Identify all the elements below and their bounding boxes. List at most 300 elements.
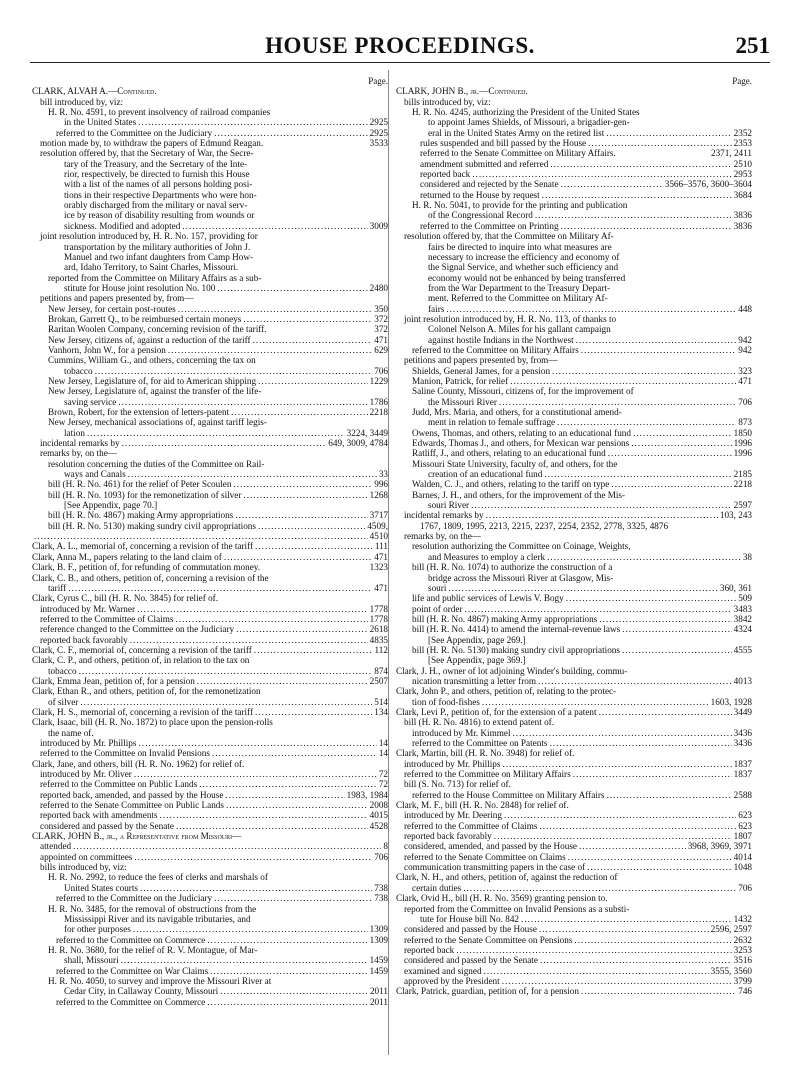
entry-text: orably discharged from the military or naval serv-	[64, 200, 248, 211]
dot-leader	[510, 376, 736, 386]
entry-text: sickness. Modified and adopted	[64, 220, 181, 231]
index-entry	[32, 469, 388, 479]
entry-text: bill (H. R. No. 4867) making Army appropriations	[48, 510, 234, 521]
entry-text: economy would not be enhanced by being transferred	[428, 272, 626, 283]
index-entry	[396, 159, 752, 169]
entry-text: Clark, Ethan R., and others, petition of, for the remonetization	[32, 686, 261, 697]
dot-leader	[122, 438, 327, 448]
page-reference: 111	[374, 541, 388, 552]
index-entry	[396, 262, 752, 272]
dot-leader	[521, 914, 732, 924]
entry-text: for other purposes	[64, 924, 131, 935]
entry-text: Clark, B. F., petition of, for refunding of commutation money.	[32, 562, 261, 573]
entry-text: H. R. No. 2992, to reduce the fees of clerks and marshals of	[48, 872, 268, 883]
index-entry	[396, 655, 752, 665]
dot-leader	[499, 397, 736, 407]
page-reference: 1309	[369, 934, 388, 945]
entry-text: considered and passed by the House	[404, 924, 537, 935]
index-entry	[32, 759, 388, 769]
page-reference: 1850	[733, 427, 752, 438]
dot-leader	[566, 594, 736, 604]
dot-leader	[214, 128, 367, 138]
entry-text: reported back favorably	[404, 831, 492, 842]
entry-text: tions in their respective Departments who were hon-	[64, 189, 257, 200]
index-entry	[32, 541, 388, 551]
entry-text: bridge across the Missouri River at Glasgow, Mis-	[428, 572, 614, 583]
page-reference: 1268	[369, 489, 388, 500]
index-entry	[32, 448, 388, 458]
page-reference: 2510	[733, 158, 752, 169]
index-entry	[396, 500, 752, 510]
page-reference: 1996	[733, 438, 752, 449]
index-entry	[32, 500, 388, 510]
dot-leader	[168, 345, 372, 355]
entry-text: the name of.	[48, 727, 94, 738]
page-reference: 514	[374, 696, 388, 707]
entry-text: remarks by, on the—	[404, 531, 481, 542]
dot-leader	[220, 987, 368, 997]
index-entry	[32, 355, 388, 365]
index-entry	[32, 645, 388, 655]
entry-text: Clark, John P., and others, petition of, relating to the protec-	[396, 686, 617, 697]
entry-text: reported back, amended, and passed by the House	[40, 789, 224, 800]
entry-text: bill introduced by, viz:	[40, 96, 124, 107]
entry-text: New Jersey, Legislature of, for aid to American shipping	[48, 375, 257, 386]
left-column	[32, 76, 388, 1007]
header-rule	[30, 62, 770, 63]
page-reference: 738	[374, 893, 388, 904]
entry-text: appointed on committees	[40, 851, 133, 862]
index-entry	[32, 810, 388, 820]
entry-text: bill (H. R. No. 4867) making Army appropriations	[412, 613, 598, 624]
page-reference: 942	[738, 334, 752, 345]
dot-leader	[588, 138, 732, 148]
index-entry	[32, 573, 388, 583]
entry-text: bill (H. R. No. 4816) to extend patent of.	[404, 717, 555, 728]
index-entry	[396, 800, 752, 810]
dot-leader	[79, 666, 373, 676]
index-entry	[32, 831, 388, 841]
entry-text: Brokan, Garrett Q., to be reimbursed certain moneys	[48, 313, 242, 324]
entry-text: introduced by Mr. Warner	[40, 603, 136, 614]
page-reference: 471	[374, 551, 388, 562]
entry-text: certain duties	[412, 882, 462, 893]
entry-text: incidental remarks by	[40, 438, 120, 449]
index-entry	[32, 883, 388, 893]
page-reference: 873	[738, 417, 752, 428]
dot-leader	[255, 707, 372, 717]
entry-text: resolution authorizing the Committee on Coinage, Weights,	[412, 541, 631, 552]
entry-text: reported back	[420, 169, 471, 180]
index-entry	[32, 479, 388, 489]
entry-text: with a list of the names of all persons holding posi-	[64, 179, 253, 190]
index-entry	[396, 407, 752, 417]
entry-text: Brown, Robert, for the extension of letters-patent	[48, 407, 230, 417]
page-reference: 2588	[733, 789, 752, 800]
entry-text: [See Appendix, page 70.]	[64, 500, 158, 511]
dot-leader	[226, 800, 368, 810]
index-entry	[32, 138, 388, 148]
page-reference: 942	[738, 344, 752, 355]
dot-leader	[622, 625, 731, 635]
index-entry	[32, 697, 388, 707]
index-entry	[396, 345, 752, 355]
index-entry	[396, 273, 752, 283]
index-entry	[32, 386, 388, 396]
index-entry	[32, 604, 388, 614]
index-entry	[32, 821, 388, 831]
index-entry	[32, 438, 388, 448]
index-entry	[396, 221, 752, 231]
dot-leader	[538, 676, 732, 686]
dot-leader	[254, 645, 373, 655]
page-reference: 706	[738, 882, 752, 893]
page-reference: 72	[378, 779, 388, 790]
entry-text: referred to the Committee on War Claims	[56, 965, 209, 976]
index-entry	[32, 252, 388, 262]
entry-text: ment in relation to female suffrage	[428, 417, 556, 428]
entry-text: Clark, Cyrus C., bill (H. R. No. 3845) for relief of.	[32, 593, 219, 604]
index-entry	[32, 748, 388, 758]
index-entry	[396, 107, 752, 117]
index-entry	[396, 521, 752, 531]
entry-text: reported back favorably	[40, 634, 128, 645]
dot-leader	[622, 645, 732, 655]
index-entry	[32, 707, 388, 717]
entry-text: referred to the Committee on Public Lands	[40, 779, 198, 790]
page-reference: 1432	[733, 913, 752, 924]
page-reference: 2218	[369, 407, 388, 417]
index-entry	[32, 107, 388, 117]
dot-leader	[552, 366, 736, 376]
index-entry	[32, 935, 388, 945]
dot-leader	[233, 480, 372, 490]
page-reference: 1778	[369, 613, 388, 624]
dot-leader	[581, 987, 736, 997]
page-reference: 623	[738, 810, 752, 821]
dot-leader	[68, 583, 372, 593]
entry-text: nication transmitting a letter from	[412, 675, 536, 686]
dot-leader	[587, 862, 731, 872]
page-reference: 8	[383, 841, 388, 852]
entry-text: Clark, Patrick, guardian, petition of, for a pension	[396, 986, 579, 997]
entry-text: referred to the Senate Committee on Public Lands	[40, 800, 224, 811]
page-reference: 350	[374, 303, 388, 314]
index-entry	[396, 593, 752, 603]
entry-text: ment. Referred to the Committee on Military Af-	[428, 293, 608, 304]
index-entry	[32, 407, 388, 417]
page-reference: 72	[378, 769, 388, 780]
entry-text: Manuel and two infant daughters from Camp How-	[64, 251, 254, 262]
page-reference: 3224, 3449	[346, 427, 388, 438]
page-reference: 4324	[733, 624, 752, 635]
index-entry	[32, 200, 388, 210]
entry-text: eral in the United States Army on the retired list	[428, 127, 605, 138]
dot-leader	[504, 811, 736, 821]
entry-text: considered and rejected by the Senate	[420, 179, 559, 190]
index-entry	[32, 345, 388, 355]
page-reference: 471	[374, 582, 388, 593]
dot-leader	[236, 625, 367, 635]
page-reference: 3684	[733, 189, 752, 200]
index-entry	[396, 231, 752, 241]
entry-text: resolution concerning the duties of the Committee on Rail-	[48, 458, 265, 469]
entry-text: introduced by Mr. Deering	[404, 810, 502, 821]
index-entry	[32, 459, 388, 469]
column-divider	[388, 70, 389, 1055]
dot-leader	[606, 128, 731, 138]
index-entry	[32, 231, 388, 241]
index-entry	[32, 914, 388, 924]
entry-text: referred to the Committee of Claims	[40, 613, 174, 624]
index-entry	[396, 583, 752, 593]
page-reference: 706	[738, 396, 752, 407]
index-entry	[32, 666, 388, 676]
page-reference: 33	[378, 469, 388, 480]
dot-leader	[118, 397, 367, 407]
page-reference: 2218	[733, 479, 752, 490]
entry-text: reported from the Committee on Invalid Pensions as a substi-	[404, 903, 630, 914]
entry-text: transportation by the military authorities of John J.	[64, 241, 251, 252]
entry-text: Cedar City, in Callaway County, Missouri	[64, 986, 219, 997]
page-reference: 1323	[369, 562, 388, 573]
entry-text: referred to the Senate Committee on Military Affairs.	[420, 148, 616, 159]
entry-text: [See Appendix, page 369.]	[428, 655, 526, 666]
index-entry	[396, 438, 752, 448]
page-reference: 2507	[369, 675, 388, 686]
index-entry	[396, 117, 752, 127]
index-entry	[396, 200, 752, 210]
entry-text: referred to the Committee on Patents	[412, 738, 548, 748]
page-reference: 14	[378, 738, 388, 748]
entry-text: life and public services of Lewis V. Bogy	[412, 593, 564, 604]
entry-text: Vanhorn, John W., for a pension	[48, 344, 166, 355]
index-entry	[396, 417, 752, 427]
entry-text: in the United States	[64, 117, 137, 128]
index-entry	[396, 893, 752, 903]
index-entry	[396, 728, 752, 738]
entry-text: referred to the Committee of Claims	[404, 820, 538, 831]
page-reference: 1309	[369, 924, 388, 935]
entry-text: referred to the Committee on Commerce	[56, 996, 206, 1007]
entry-text: introduced by Mr. Phillips	[404, 758, 501, 769]
dot-leader	[231, 407, 367, 417]
page-reference: 372	[374, 313, 388, 324]
page-reference: 706	[374, 851, 388, 862]
page-reference: 2353	[733, 138, 752, 149]
index-entry	[32, 376, 388, 386]
dot-leader	[472, 169, 731, 179]
entry-text: referred to the House Committee on Military Affairs	[412, 789, 605, 800]
dot-leader	[214, 894, 372, 904]
entry-text: Raritan Woolen Company, concerning revision of the tariff.	[48, 324, 267, 335]
index-entry	[396, 541, 752, 551]
entry-text: Colonel Nelson A. Miles for his gallant campaign	[428, 324, 611, 335]
entry-text: introduced by Mr. Oliver	[40, 769, 132, 780]
index-entry	[32, 904, 388, 914]
index-entry	[396, 624, 752, 634]
page-reference: 509	[738, 593, 752, 604]
entry-text: reported back	[404, 944, 455, 955]
index-entry	[32, 210, 388, 220]
entry-text: tute for House bill No. 842	[420, 913, 520, 924]
index-entry	[32, 966, 388, 976]
index-entry	[32, 790, 388, 800]
index-entry	[396, 252, 752, 262]
page-reference: 1048	[733, 862, 752, 873]
index-entry	[396, 810, 752, 820]
entry-text: Clark, C. B., and others, petition of, concerning a revision of the	[32, 572, 269, 583]
entry-text: tobacco	[64, 365, 93, 376]
index-entry	[32, 242, 388, 252]
index-entry	[396, 676, 752, 686]
dot-leader	[130, 635, 368, 645]
page-reference: 3253	[733, 944, 752, 955]
index-entry	[396, 738, 752, 748]
entry-text: incidental remarks by	[404, 510, 484, 521]
entry-text: saving service	[64, 396, 117, 407]
index-entry	[32, 190, 388, 200]
index-entry	[396, 138, 752, 148]
entry-text: considered and passed by the Senate	[404, 955, 538, 966]
entry-text: Clark, M. F., bill (H. R. No. 2848) for relief of.	[396, 800, 569, 811]
page-reference: 1837	[733, 769, 752, 780]
entry-text: H. R. No. 3680, for the relief of R. V. Montague, of Mar-	[48, 944, 258, 955]
entry-text: bills introduced by, viz:	[40, 862, 127, 873]
index-entry	[396, 686, 752, 696]
entry-text: bill (H. R. No. 1093) for the remonetization of silver	[48, 489, 242, 500]
entry-text: CLARK, JOHN B., jr.—Continued.	[396, 86, 528, 97]
entry-text: bill (H. R. No. 4414) to amend the internal-revenue laws	[412, 624, 621, 635]
page-reference: 134	[374, 706, 388, 717]
dot-leader	[87, 428, 345, 438]
page-reference: 3836	[733, 220, 752, 231]
index-entry	[32, 862, 388, 872]
index-entry	[396, 966, 752, 976]
index-entry	[32, 304, 388, 314]
page-reference: 3436	[733, 727, 752, 738]
dot-leader	[494, 831, 732, 841]
index-entry	[32, 893, 388, 903]
index-entry	[396, 510, 752, 520]
entry-text: rior, respectively, be directed to furnish this House	[64, 169, 250, 180]
entry-text: referred to the Senate Committee on Pensions	[404, 934, 573, 945]
index-entry	[396, 283, 752, 293]
entry-text: Clark, C. F., memorial of, concerning a revision of the tariff	[32, 644, 252, 655]
index-entry	[396, 707, 752, 717]
page-reference: 1603, 1928	[710, 696, 752, 707]
page-reference: 1459	[369, 955, 388, 966]
page-reference: 3009	[369, 220, 388, 231]
entry-text: Cummins, William G., and others, concerning the tax on	[48, 355, 256, 366]
dot-leader	[573, 769, 732, 779]
dot-leader	[253, 335, 373, 345]
entry-text: Clark, Jane, and others, bill (H. R. No. 1962) for relief of.	[32, 758, 245, 769]
index-entry	[32, 97, 388, 107]
entry-text: bill (H. R. No. 5130) making sundry civil appropriations	[48, 520, 256, 531]
index-entry	[396, 148, 752, 158]
dot-leader	[599, 707, 732, 717]
entry-text: reported from the Committee on Military Affairs as a sub-	[48, 272, 262, 283]
index-entry	[32, 510, 388, 520]
dot-leader	[225, 790, 344, 800]
entry-text: remarks by, on the—	[40, 448, 117, 459]
entry-text: fairs be directed to inquire into what measures are	[428, 241, 612, 252]
dot-leader	[550, 159, 731, 169]
dot-leader	[631, 438, 731, 448]
page-reference: 14	[378, 748, 388, 759]
entry-text: amendment submitted and referred	[420, 158, 549, 169]
index-entry	[32, 128, 388, 138]
page-reference: 629	[374, 344, 388, 355]
index-entry	[396, 531, 752, 541]
dot-leader	[212, 749, 377, 759]
page-reference: 2953	[733, 169, 752, 180]
index-entry	[32, 397, 388, 407]
index-entry	[32, 314, 388, 324]
dot-leader	[446, 304, 736, 314]
page-reference: 3836	[733, 210, 752, 221]
dot-leader	[134, 769, 377, 779]
entry-text: H. R. No. 4591, to prevent insolvency of railroad companies	[48, 107, 271, 118]
index-entry	[32, 997, 388, 1007]
index-entry	[32, 179, 388, 189]
dot-leader	[258, 376, 368, 386]
page-reference: 738	[374, 882, 388, 893]
dot-leader	[138, 738, 376, 748]
dot-leader	[140, 883, 372, 893]
page-reference: 2597	[733, 500, 752, 511]
entry-text: attended	[40, 841, 72, 852]
entry-text: bill (H. R. No. 5130) making sundry civil appropriations	[412, 644, 620, 655]
entry-text: point of order	[412, 603, 463, 614]
index-entry	[396, 304, 752, 314]
index-entry	[32, 86, 388, 96]
entry-text: the Signal Service, and whether such efficiency and	[428, 262, 619, 273]
entry-text: necessary to increase the efficiency and economy of	[428, 251, 620, 262]
entry-text: resolution offered by, that the Committee on Military Af-	[404, 231, 614, 242]
index-entry	[32, 872, 388, 882]
dot-leader	[547, 552, 741, 562]
index-entry	[32, 738, 388, 748]
page-reference: 1229	[369, 375, 388, 386]
entry-text: petitions and papers presented by, from—	[40, 293, 194, 304]
entry-text: bill (H. R. No. 1074) to authorize the construction of a	[412, 562, 613, 573]
index-entry	[32, 986, 388, 996]
index-entry	[32, 800, 388, 810]
entry-text: introduced by Mr. Kimmel	[412, 727, 511, 738]
index-entry	[396, 872, 752, 882]
index-entry	[396, 862, 752, 872]
entry-text: Manion, Patrick, for relief	[412, 375, 509, 386]
index-entry	[396, 573, 752, 583]
index-entry	[396, 169, 752, 179]
index-entry	[396, 179, 752, 189]
entry-text: tobacco	[48, 665, 77, 676]
entry-text: Clark, Anna M., papers relating to the land claim of	[32, 551, 222, 562]
index-entry	[396, 945, 752, 955]
page-reference: 2596, 2597	[710, 924, 752, 935]
entry-text: Clark, Martin, bill (H. R. No. 3948) for relief of.	[396, 748, 575, 759]
entry-text: introduced by Mr. Phillips	[40, 738, 137, 748]
index-entry	[396, 914, 752, 924]
entry-text: Owens, Thomas, and others, relating to an educational fund	[412, 427, 631, 438]
index-entry	[396, 697, 752, 707]
dot-leader	[502, 976, 732, 986]
entry-text: [See Appendix, page 269.]	[428, 634, 526, 645]
index-entry	[396, 448, 752, 458]
dot-leader	[160, 811, 368, 821]
